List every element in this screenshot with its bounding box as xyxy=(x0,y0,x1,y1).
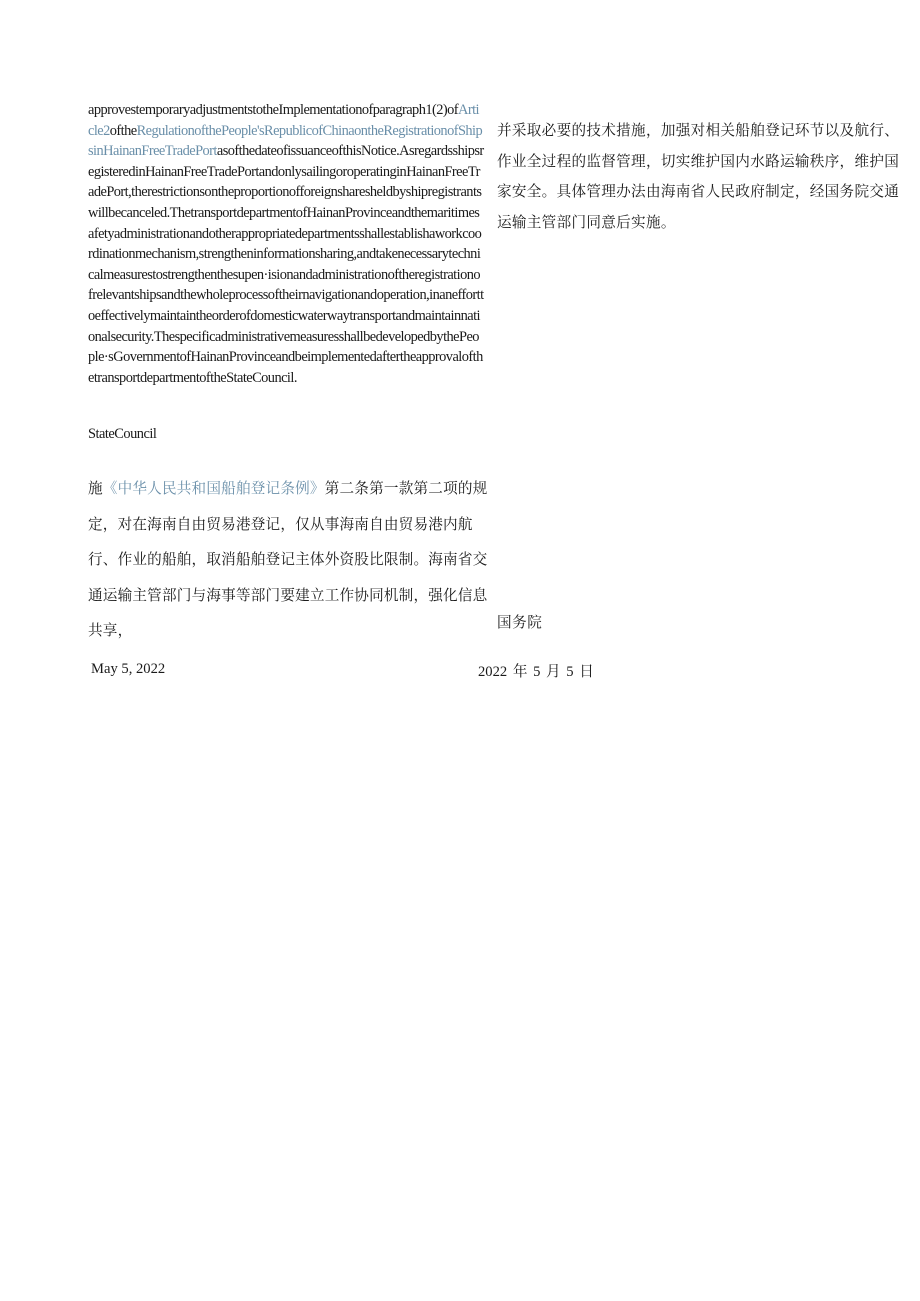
chinese-signatory: 国务院 xyxy=(497,615,543,631)
chinese-text-rest: 第二条第一款第二项的规定，对在海南自由贸易港登记，仅从事海南自由贸易港内航行、作业的船舶，取消船舶登记主体外资股比限制。海南省交通运输主管部门与海事等部门要建立工作协同机制，强化信息共享， xyxy=(88,481,488,639)
chinese-date: 2022 年 5 月 5 日 xyxy=(478,664,594,680)
english-paragraph xyxy=(88,100,484,388)
chinese-regulation-link[interactable]: 《中华人民共和国船舶登记条例》 xyxy=(102,481,325,497)
regulation-link[interactable]: RegulationofthePeople'sRepublicofChinaontheRegistrationofShipsinHainanFreeTradePort xyxy=(88,122,483,160)
chinese-text-prefix: 施 xyxy=(88,481,103,497)
article-2-link[interactable]: Article2 xyxy=(88,102,479,139)
english-signatory: StateCouncil xyxy=(88,426,157,442)
chinese-paragraph-left xyxy=(88,472,500,650)
english-text-part2: ofthe xyxy=(109,122,137,139)
english-text-part1: approvestemporaryadjustmentstotheImplementationofparagraph1(2)of xyxy=(88,102,459,118)
english-text-part3: asofthedateofissuanceofthisNotice.AsregardsshipsregisteredinHainanFreeTradePortandonlysailingoroperatinginHainanFreeTradePort,therestrictionsontheproportionofforeignsharesheldbyshipregistrantswillbecanceled.ThetransportdepartmentofHainanProvinceandthemaritimesafetyadministrationandotherappropriatedepartmentsshallestablishaworkcoordinationmechanism,strengtheninformationsharing,andtakenecessarytechnicalmeasurestostrengthenthesupen·isionandadministrationoftheregistrationofrelevantshipsandthewholeprocessoftheirnavigationandoperation,inanefforttoeffectivelymaintaintheorderofdomesticwaterwaytransportandmaintainnationalsecurity.ThespecificadministrativemeasuresshallbedevelopedbythePeople·sGovernmentofHainanProvinceandbeimplementedaftertheapprovalofthetransportdepartmentoftheStateCouncil. xyxy=(88,143,484,386)
chinese-paragraph-right: 并采取必要的技术措施，加强对相关船舶登记环节以及航行、作业全过程的监督管理，切实维护国内水路运输秩序，维护国家安全。具体管理办法由海南省人民政府制定，经国务院交通运输主管部门同意后实施。 xyxy=(497,123,900,231)
english-date: May 5, 2022 xyxy=(91,661,166,677)
